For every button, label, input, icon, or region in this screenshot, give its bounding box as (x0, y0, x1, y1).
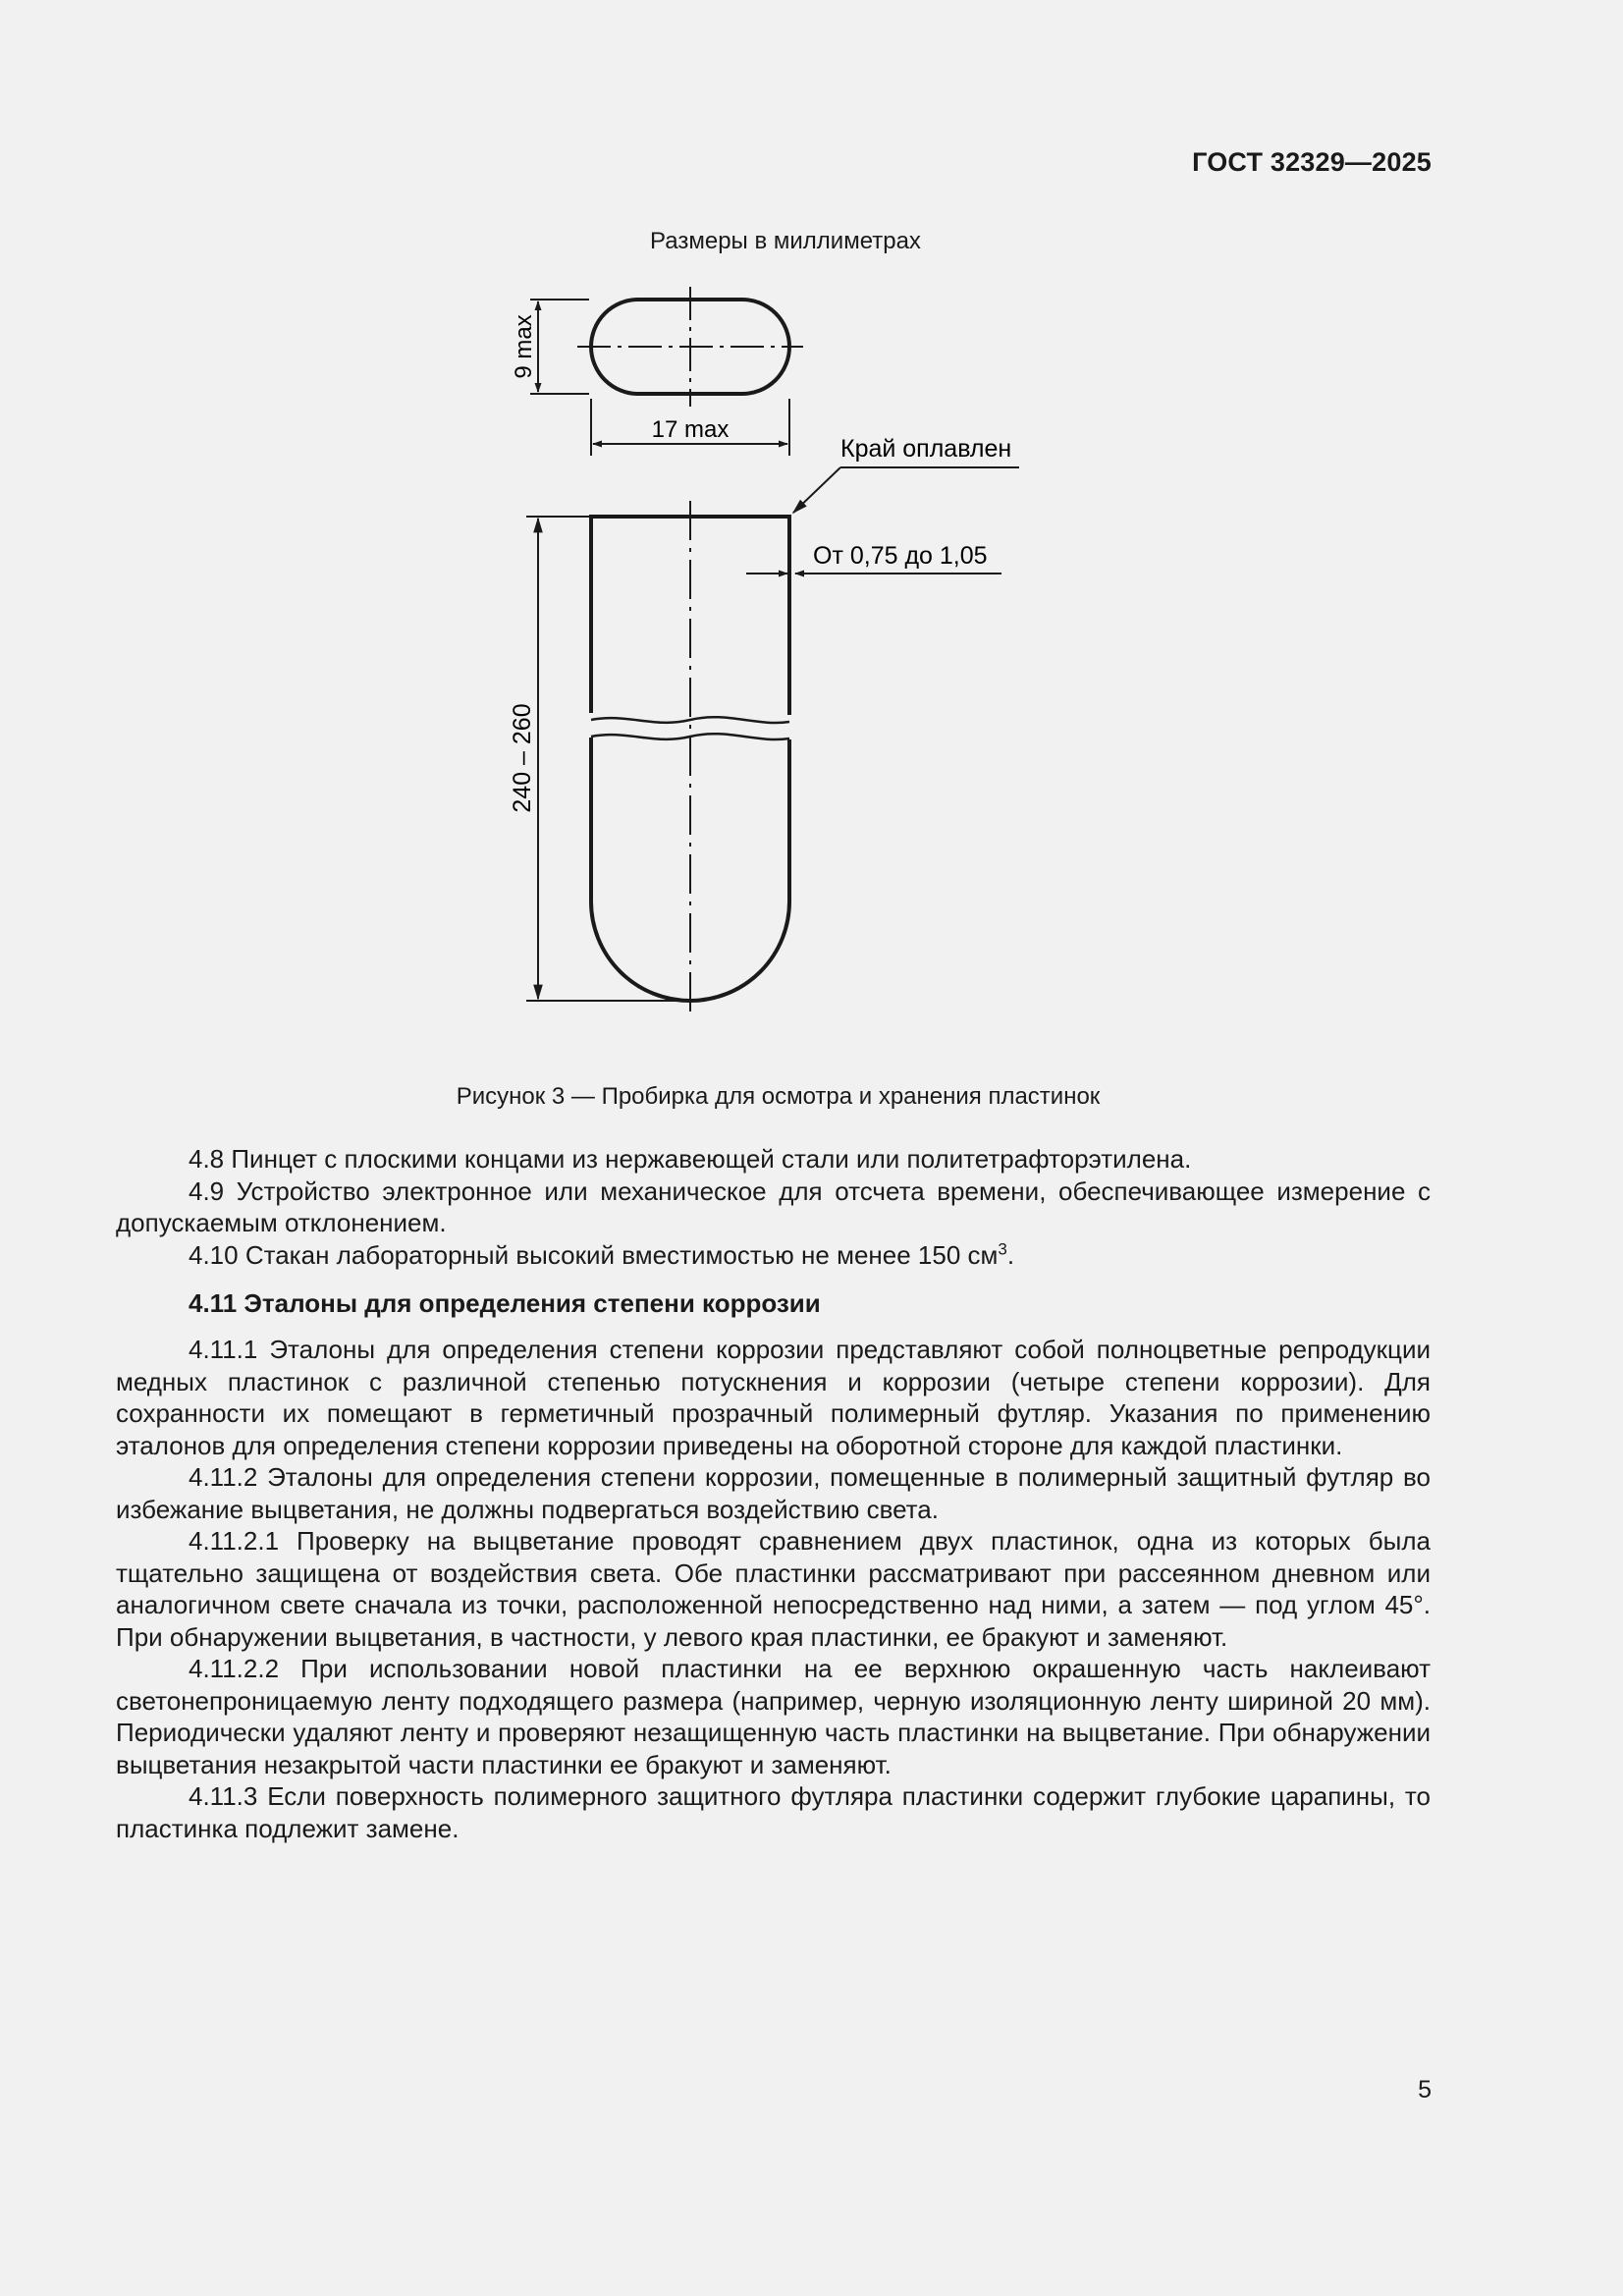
units-note: Размеры в миллиметрах (650, 228, 921, 254)
wall-thickness-dimension (746, 542, 1001, 574)
cubic-superscript: 3 (998, 1238, 1007, 1258)
width-dimension (591, 399, 789, 456)
paragraph-4-8: 4.8 Пинцет с плоскими концами из нержавеющей стали или политетрафторэтилена. (189, 1144, 1192, 1174)
paragraph-4-10-end: . (1006, 1239, 1015, 1270)
tube-cross-section (577, 287, 803, 407)
length-dimension (509, 517, 690, 1001)
length-dimension-label: 240 – 260 (509, 703, 536, 813)
tube-body (591, 501, 789, 1011)
edge-label: Край оплавлен (840, 435, 1012, 463)
paragraph-4-10 (116, 1239, 1431, 1272)
height-dimension-label: 9 max (511, 314, 537, 379)
paragraph-4-11-2-1: 4.11.2.1 Проверку на выцветание проводят сравнением двух пластинок, одна из которых была тщательно защищена от воздействия света. Обе пластинки рассматривают при рассеянном дневном или аналогичном свете сначала из точки, расположенной непосредственно над ними, а затем — под углом 45°. При обнаружении выцветания, в частности, у левого края пластинки, ее бракуют и заменяют. (116, 1526, 1431, 1652)
paragraph-4-9: 4.9 Устройство электронное или механическое для отсчета времени, обеспечивающее измерение с допускаемым отклонением. (116, 1175, 1431, 1237)
standard-designation: ГОСТ 32329—2025 (1192, 147, 1432, 177)
paragraph-4-11-3: 4.11.3 Если поверхность полимерного защитного футляра пластинки содержит глубокие царапины, то пластинка подлежит замене. (116, 1781, 1431, 1843)
paragraph-4-11-1: 4.11.1 Эталоны для определения степени коррозии представляют собой полноцветные репродукции медных пластинок с различной степенью потускнения и коррозии (четыре степени коррозии). Для сохранности их помещают в герметичный прозрачный полимерный футляр. Указания по применению эталонов для определения степени коррозии приведены на оборотной стороне для каждой пластинки. (116, 1335, 1431, 1460)
edge-leader (793, 435, 1019, 513)
paragraph-4-11-2: 4.11.2 Эталоны для определения степени коррозии, помещенные в полимерный защитный футляр во избежание выцветания, не должны подвергаться воздействию света. (116, 1462, 1431, 1524)
paragraph-4-10-text: 4.10 Стакан лабораторный высокий вместимостью не менее 150 см (189, 1239, 999, 1270)
page-number: 5 (1418, 2076, 1432, 2104)
width-dimension-label: 17 max (651, 416, 730, 443)
paragraph-4-11-2-2: 4.11.2.2 При использовании новой пластинки на ее верхнюю окрашенную часть наклеивают светонепроницаемую ленту подходящего размера (например, черную изоляционную ленту шириной 20 мм). Периодически удаляют ленту и проверяют незащищенную часть пластинки на выцветание. При обнаружении выцветания незакрытой части пластинки ее бракуют и заменяют. (116, 1654, 1431, 1779)
body-text (116, 1143, 1431, 1844)
figure-caption: Рисунок 3 — Пробирка для осмотра и хранения пластинок (456, 1083, 1101, 1110)
test-tube-drawing (0, 0, 1623, 1061)
section-heading-4-11: 4.11 Эталоны для определения степени коррозии (189, 1288, 821, 1318)
wall-label: От 0,75 до 1,05 (813, 542, 988, 570)
